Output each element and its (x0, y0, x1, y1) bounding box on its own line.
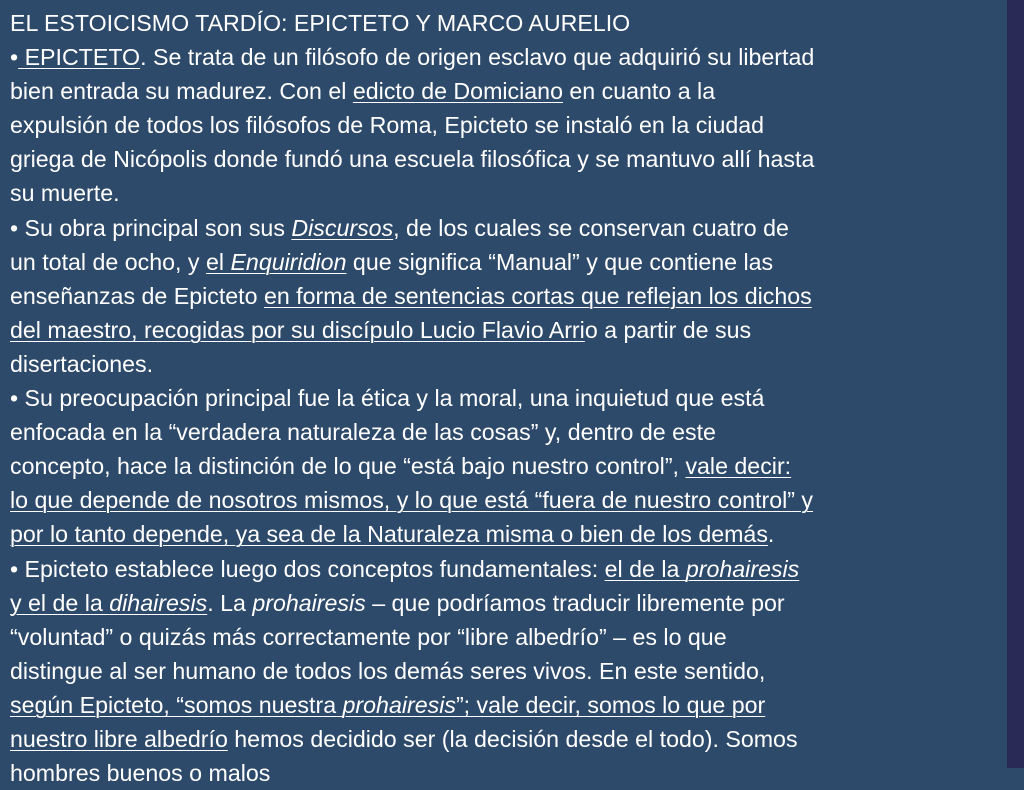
text-segment: que significa “Manual” y que contiene las (346, 248, 774, 275)
text-segment: vale decir: (685, 453, 792, 480)
text-segment: bien entrada su madurez. Con el (10, 78, 353, 105)
slide-body (10, 6, 1000, 790)
text-line (10, 347, 1000, 381)
text-line (10, 483, 1000, 517)
text-segment: EPICTETO (18, 44, 141, 71)
text-line (10, 176, 1000, 210)
text-segment: Discursos (291, 214, 394, 241)
text-segment: – que podríamos traducir libremente por (365, 589, 785, 616)
text-line (10, 108, 1000, 142)
text-line (10, 211, 1000, 245)
text-line (10, 142, 1000, 176)
text-segment: hombres buenos o malos (10, 760, 271, 787)
text-line (10, 654, 1000, 688)
text-segment: disertaciones. (10, 350, 154, 377)
text-line (10, 756, 1000, 790)
text-segment: su muerte. (10, 180, 120, 207)
text-segment: lo que depende de nosotros mismos, y lo que está “fuera de nuestro control” y (10, 487, 814, 514)
text-line (10, 74, 1000, 108)
text-line (10, 586, 1000, 620)
text-segment: edicto de Domiciano (352, 78, 563, 105)
text-segment: “voluntad” o quizás más correctamente por “libre albedrío” – es lo que (10, 623, 727, 650)
text-line (10, 517, 1000, 551)
text-segment: prohairesis (252, 589, 366, 616)
text-line (10, 381, 1000, 415)
text-line (10, 688, 1000, 722)
text-segment: distingue al ser humano de todos los demás seres vivos. En este sentido, (10, 657, 766, 684)
text-segment: dihairesis (109, 589, 208, 616)
text-segment: del maestro, recogidas por su discípulo Lucio Flavio Arri (10, 316, 585, 343)
text-line (10, 313, 1000, 347)
text-segment: • Su preocupación principal fue la ética y la moral, una inquietud que está (10, 385, 765, 412)
text-line (10, 245, 1000, 279)
text-line (10, 415, 1000, 449)
text-segment: el (205, 248, 231, 275)
text-segment: o a partir de sus (584, 316, 752, 343)
text-segment: Enquiridion (230, 248, 347, 275)
text-segment: . Se trata de un filósofo de origen esclavo que adquirió su libertad (140, 44, 815, 71)
text-segment: ”; vale decir, somos lo que por (455, 691, 766, 718)
text-segment: el de la (604, 555, 686, 582)
text-segment: enseñanzas de Epicteto (10, 282, 264, 309)
text-segment: , de los cuales se conservan cuatro de (393, 214, 789, 241)
text-segment: en cuanto a la (562, 78, 716, 105)
text-segment: . La (207, 589, 253, 616)
text-segment: • Su obra principal son sus (10, 214, 292, 241)
text-segment: • Epicteto establece luego dos conceptos fundamentales: (10, 555, 605, 582)
slide-title: EL ESTOICISMO TARDÍO: EPICTETO Y MARCO AURELIO (10, 10, 631, 36)
text-line (10, 722, 1000, 756)
text-segment: en forma de sentencias cortas que reflejan los dichos (263, 282, 812, 309)
text-line (10, 449, 1000, 483)
text-segment: y el de la (10, 589, 110, 616)
text-segment: un total de ocho, y (10, 248, 206, 275)
text-line (10, 279, 1000, 313)
text-line (10, 552, 1000, 586)
text-segment: expulsión de todos los filósofos de Roma, Epicteto se instaló en la ciudad (10, 112, 765, 139)
text-line (10, 620, 1000, 654)
text-segment: por lo tanto depende, ya sea de la Naturaleza misma o bien de los demás (10, 521, 768, 548)
text-segment: prohairesis (685, 555, 800, 582)
text-segment: nuestro libre albedrío (10, 725, 228, 752)
right-decorative-stripe (1007, 0, 1024, 768)
text-segment: concepto, hace la distinción de lo que “está bajo nuestro control”, (10, 453, 686, 480)
text-line (10, 40, 1000, 74)
text-segment: hemos decidido ser (la decisión desde el todo). Somos (227, 725, 798, 752)
text-segment: enfocada en la “verdadera naturaleza de las cosas” y, dentro de este (10, 419, 716, 446)
text-segment: según Epicteto, “somos nuestra (10, 691, 343, 718)
text-segment: griega de Nicópolis donde fundó una escuela filosófica y se mantuvo allí hasta (10, 146, 815, 173)
text-segment: prohairesis (342, 691, 456, 718)
text-segment: • (10, 44, 19, 71)
text-segment: . (767, 521, 775, 548)
paragraph-lines (10, 40, 1000, 790)
